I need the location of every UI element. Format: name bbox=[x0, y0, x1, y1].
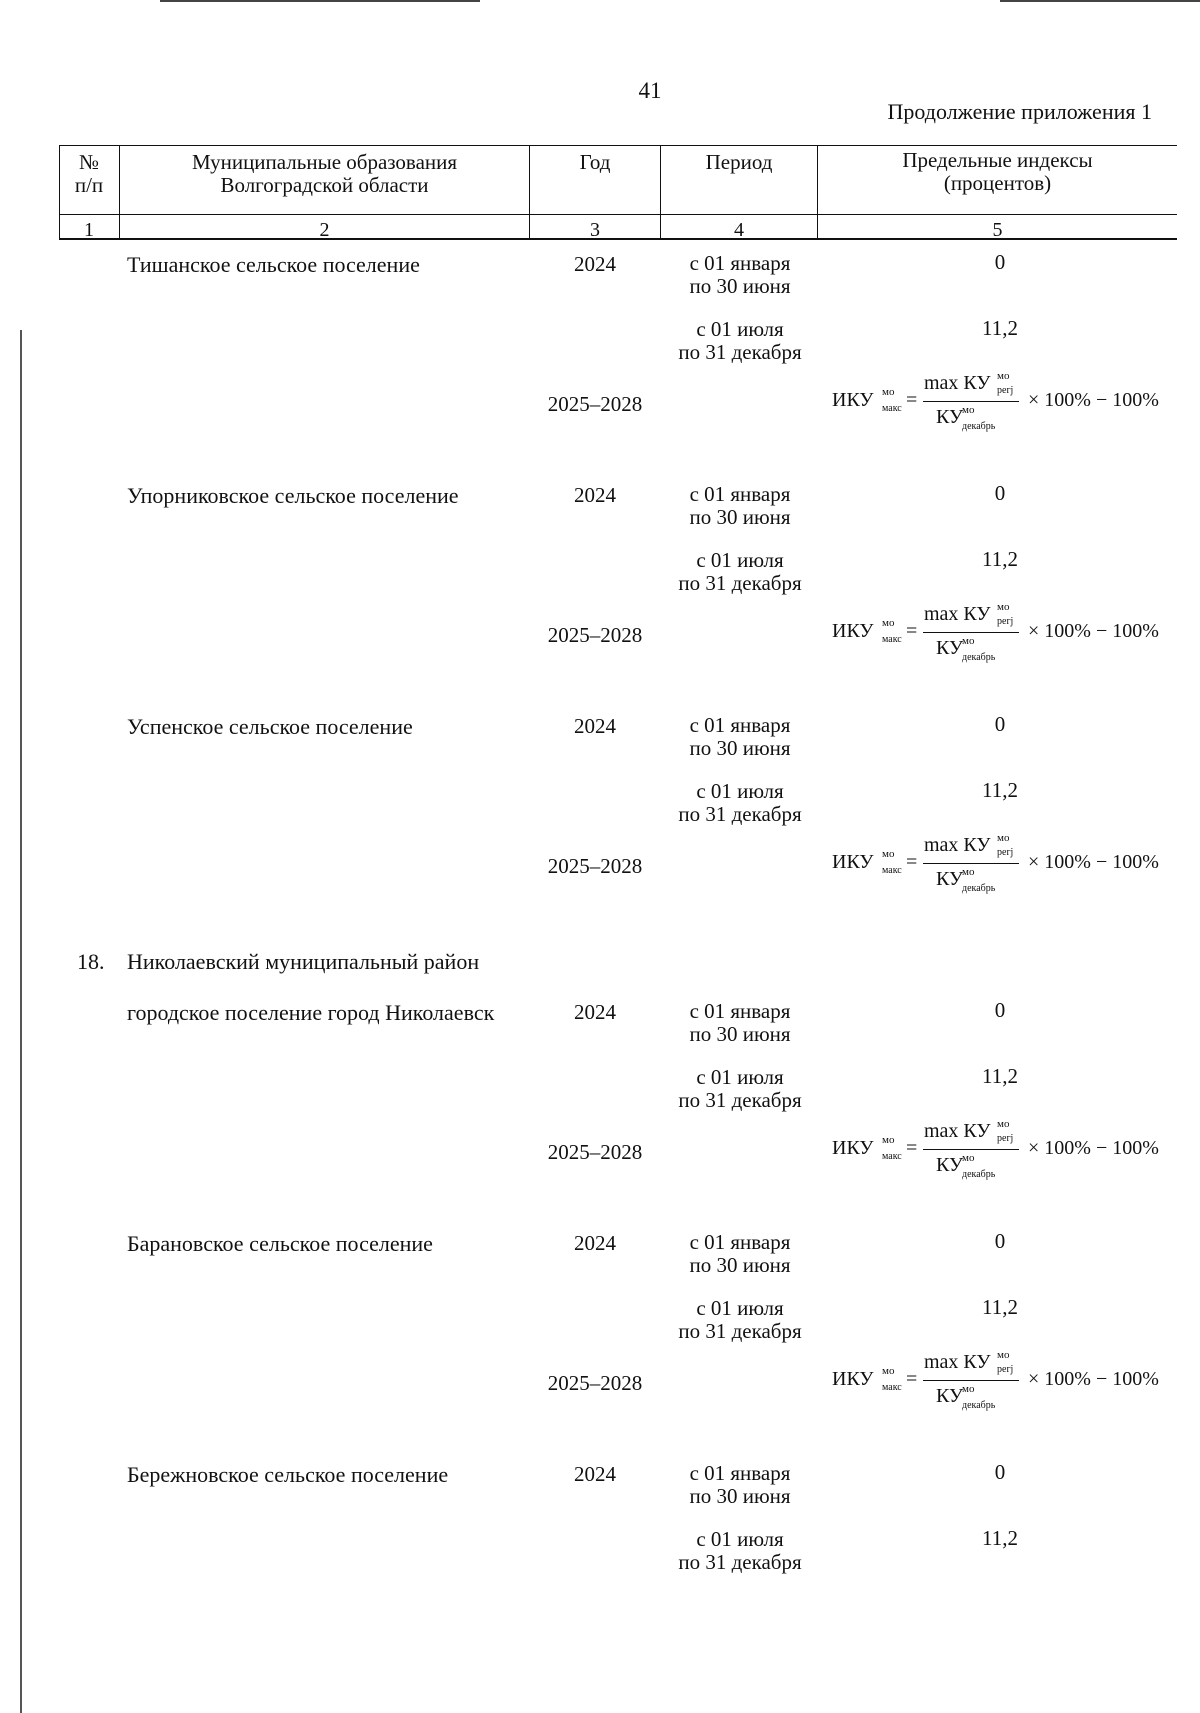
period-second-half: с 01 июля по 31 декабря bbox=[678, 1296, 802, 1343]
period-first-half: с 01 января по 30 июня bbox=[689, 999, 791, 1046]
municipality-name: Бережновское сельское поселение bbox=[127, 1462, 449, 1487]
col-number-3: 3 bbox=[590, 219, 600, 241]
municipality-name: Упорниковское сельское поселение bbox=[127, 483, 459, 508]
year-range: 2025–2028 bbox=[547, 1371, 643, 1395]
municipality-name: Тишанское сельское поселение bbox=[127, 252, 420, 277]
index-formula: ИКУ мо макс = max КУ мо регj КУ мо декабрь × 100% − 100% bbox=[832, 1349, 1159, 1411]
index-value: 0 bbox=[994, 481, 1006, 505]
index-value: 11,2 bbox=[982, 547, 1018, 571]
table-row bbox=[0, 1229, 1200, 1411]
table-row bbox=[0, 1460, 1200, 1574]
table-header bbox=[59, 145, 1177, 245]
col-number-5: 5 bbox=[992, 219, 1003, 241]
table-row bbox=[0, 998, 1200, 1180]
period-first-half: с 01 января по 30 июня bbox=[689, 1230, 791, 1277]
year: 2024 bbox=[574, 1231, 616, 1255]
period-first-half: с 01 января по 30 июня bbox=[689, 1461, 791, 1508]
index-value: 11,2 bbox=[982, 1526, 1018, 1550]
scan-top-mark bbox=[160, 0, 480, 2]
year-range: 2025–2028 bbox=[547, 854, 643, 878]
index-value: 0 bbox=[994, 998, 1006, 1022]
col-number-2: 2 bbox=[319, 219, 330, 241]
header-col-municipality: Муниципальные образования Волгоградской области bbox=[191, 150, 458, 197]
period-second-half: с 01 июля по 31 декабря bbox=[678, 317, 802, 364]
period-second-half: с 01 июля по 31 декабря bbox=[678, 1065, 802, 1112]
header-col-year: Год bbox=[579, 150, 611, 174]
year: 2024 bbox=[574, 1462, 616, 1486]
period-second-half: с 01 июля по 31 декабря bbox=[678, 779, 802, 826]
year: 2024 bbox=[574, 1000, 616, 1024]
table-row bbox=[0, 250, 1200, 432]
scan-top-mark bbox=[1000, 0, 1200, 2]
index-value: 11,2 bbox=[982, 778, 1018, 802]
header-col-index: Предельные индексы (процентов) bbox=[902, 148, 1093, 195]
index-value: 0 bbox=[994, 712, 1006, 736]
municipality-name: Барановское сельское поселение bbox=[127, 1231, 433, 1256]
period-second-half: с 01 июля по 31 декабря bbox=[678, 1527, 802, 1574]
index-value: 11,2 bbox=[982, 316, 1018, 340]
index-value: 11,2 bbox=[982, 1295, 1018, 1319]
table-row bbox=[0, 481, 1200, 663]
year-range: 2025–2028 bbox=[547, 1140, 643, 1164]
header-col-number: № п/п bbox=[74, 150, 104, 197]
year: 2024 bbox=[574, 252, 616, 276]
year-range: 2025–2028 bbox=[547, 392, 643, 416]
header-col-period: Период bbox=[705, 150, 773, 174]
index-value: 11,2 bbox=[982, 1064, 1018, 1088]
municipality-name: Успенское сельское поселение bbox=[127, 714, 413, 739]
index-value: 0 bbox=[994, 250, 1006, 274]
index-value: 0 bbox=[994, 1460, 1006, 1484]
table-row bbox=[0, 712, 1200, 894]
municipality-name: городское поселение город Николаевск bbox=[127, 1000, 495, 1025]
period-first-half: с 01 января по 30 июня bbox=[689, 251, 791, 298]
period-second-half: с 01 июля по 31 декабря bbox=[678, 548, 802, 595]
index-value: 0 bbox=[994, 1229, 1006, 1253]
district-row bbox=[0, 949, 1200, 974]
index-formula: ИКУ мо макс = max КУ мо регj КУ мо декабрь × 100% − 100% bbox=[832, 1118, 1159, 1180]
year-range: 2025–2028 bbox=[547, 623, 643, 647]
index-formula: ИКУ мо макс = max КУ мо регj КУ мо декабрь × 100% − 100% bbox=[832, 370, 1159, 432]
continuation-title: Продолжение приложения 1 bbox=[887, 99, 1152, 124]
col-number-4: 4 bbox=[734, 219, 744, 241]
period-first-half: с 01 января по 30 июня bbox=[689, 713, 791, 760]
period-first-half: с 01 января по 30 июня bbox=[689, 482, 791, 529]
index-formula: ИКУ мо макс = max КУ мо регj КУ мо декабрь × 100% − 100% bbox=[832, 601, 1159, 663]
year: 2024 bbox=[574, 483, 616, 507]
page-number: 41 bbox=[638, 78, 662, 103]
district-number: 18. bbox=[77, 949, 105, 974]
col-number-1: 1 bbox=[84, 219, 94, 241]
index-formula: ИКУ мо макс = max КУ мо регj КУ мо декабрь × 100% − 100% bbox=[832, 832, 1159, 894]
scan-edge-line bbox=[20, 330, 22, 1713]
year: 2024 bbox=[574, 714, 616, 738]
district-name: Николаевский муниципальный район bbox=[127, 949, 480, 974]
